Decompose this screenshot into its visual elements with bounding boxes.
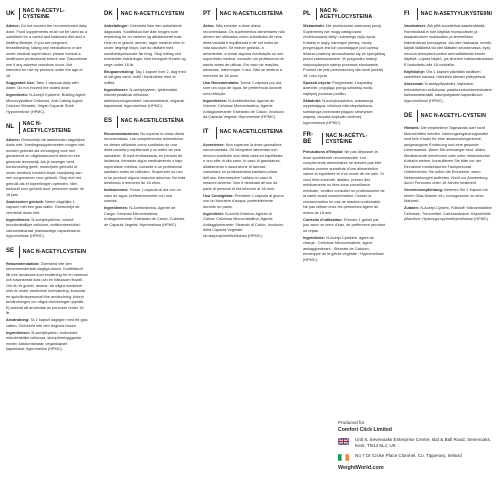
advice-paragraph bbox=[104, 132, 186, 187]
para-text: Prendere 1 capsula al giorno con un bicchiere d'acqua, preferibilmente durante un pasto. bbox=[203, 193, 284, 209]
usage-paragraph bbox=[203, 81, 285, 98]
section-title: NAC N-ACETYL-CYSTEINE bbox=[22, 8, 65, 21]
header-divider bbox=[316, 8, 317, 20]
section-title: NAC N-ACETILCISTEÍNA bbox=[219, 10, 283, 17]
section-title: NAC N-ACETYLCYSTEIN bbox=[120, 10, 185, 17]
section-fr-be bbox=[303, 132, 385, 263]
header-divider bbox=[417, 8, 418, 20]
section-title: NAC N-ACÉTYL-CYSTÉINE bbox=[325, 133, 368, 146]
para-text: N-acetylcystein, bulkmedel: mikrokristallin cellulosa, klumpförebyggande medel: kalciumstearat, vegankapsel: kapselskal: hypromellos (HPMC). bbox=[6, 330, 82, 352]
para-label: Aviso: bbox=[203, 24, 215, 28]
usage-paragraph bbox=[404, 70, 494, 81]
para-label: Uso Recomendado: bbox=[203, 80, 240, 85]
header-divider bbox=[216, 127, 217, 139]
ie-address: No 7 Dr Croke Place Clonmel, Co. Tipperary, Ireland bbox=[355, 453, 462, 458]
para-label: Käyttöohje: bbox=[404, 69, 426, 74]
para-text: N-acetylcysteïne, vulstof: microkristallijne cellulose, antiklontermiddel: calciumstearaat, plantaardige capsulewand: hypromellose (HPMC). bbox=[6, 217, 81, 239]
section-title: NAC N-ACETILCISTEINA bbox=[219, 129, 283, 136]
para-text: Älä ylitä suositeltua saantimäärää. Ravintolisää ei tule käyttää monipuolisen ja tasapainoisen ruokavalion ja terveellisen elämäntavan korvaajana. Jos olet raskaana, imetät, käytät lääkkeitä tai olet lääkärin seurannassa, kysy neuvoa terveydenhuollon ammattilaiselta ennen käyttöä. Lopeta käyttö, jos ilmenee haittavaikutuksia. Ei tarkoitettu alle 18-vuotiaille. bbox=[404, 24, 494, 67]
para-text: Die empfohlene Tagesdosis darf nicht überschritten werden. Nahrungsergänzungsmittel sind kein Ersatz für eine abwechslungsreiche, ausgewogene Ernährung und eine gesunde Lebensweise. Wenn Sie schwanger sind, stillen, Medikamente einnehmen oder unter medizinischer Aufsicht stehen, konsultieren Sie bitte vor der Einnahme medizinisches Fachpersonal. Unterbrechen Sie sofort die Einnahme, wenn Nebenwirkungen auftreten. Nicht zur Anwendung durch Personen unter 18 Jahren bestimmt. bbox=[404, 126, 491, 185]
section-pl bbox=[303, 8, 385, 126]
section-header bbox=[203, 8, 285, 20]
usage-paragraph bbox=[6, 318, 88, 329]
section-uk bbox=[6, 8, 88, 115]
section-title: NAC N-ASETYYLIKYSTEIINI bbox=[420, 10, 492, 17]
para-label: Wskazówki: bbox=[303, 24, 325, 29]
website-link[interactable]: WeightWorld.com bbox=[338, 465, 384, 471]
para-text: N-acetylocysteina, substancja wypełniająca: celuloza mikrokrystaliczna, substancja przeciwzbrylająca: stearynian wapnia, otoczka kapsułki roślinnej: hypromeloza (HPMC). bbox=[303, 98, 374, 125]
column-2 bbox=[104, 4, 186, 234]
para-text: N-Acetilcisteína, Agente de Carga: Celulosa Microcristalina, Antiaglomerante: Estearato de Calcio, Cubierta de Cápsula Vegetal: Hipromelosa (HPMC). bbox=[104, 206, 185, 227]
para-text: Przyjmować 1 kapsułkę dziennie, popijając porcją szklanką wody, najlepiej podczas posiłku. bbox=[303, 80, 374, 96]
language-code: NL bbox=[6, 124, 14, 131]
section-title: NAC N-ACETILCISTEÍNA bbox=[120, 118, 184, 125]
para-text: Tomar 1 cápsula al día con un vaso de agua, preferentemente con una comida. bbox=[104, 188, 181, 203]
uk-address: Unit 8, Sevenoaks Enterprise Centre, Bat & Ball Road, Sevenoaks, Kent, TN14 5LJ, UK bbox=[355, 437, 492, 448]
advice-paragraph bbox=[303, 24, 385, 79]
para-label: Anbefalinger: bbox=[104, 24, 129, 28]
section-header bbox=[203, 127, 285, 139]
para-text: N-acetylcystein, fyldemiddel: mikrokrystallinsk cellulose, antiklumpningsmiddel: calciumstearat, vegansk kapselskal: hypromellose (HPMC). bbox=[104, 87, 185, 108]
advice-paragraph bbox=[203, 143, 285, 193]
section-header bbox=[6, 8, 88, 20]
usage-paragraph bbox=[6, 200, 88, 217]
section-title: NAC N-ACETYLOCYSTEINA bbox=[319, 8, 373, 21]
para-label: Användning: bbox=[6, 318, 30, 323]
ie-address-row bbox=[338, 453, 498, 461]
para-text: Overschrijd de aanbevolen dagelijkse dosis niet. Voedingssupplementen mogen niet worden gebruikt als vervanging voor een gevarieerd en uitgebalanceerd dieet en een gezonde levensstijl. Als je zwanger bent, borstvoeding geeft, medicijnen gebruikt of onder medisch toezicht staat, raadpleeg dan een zorgverlener voor gebruik. Stop met het gebruik als er bijwerkingen optreden. Niet bedoeld voor gebruik door personen onder de 18 jaar. bbox=[6, 137, 85, 197]
para-label: Recomendaciones: bbox=[104, 131, 140, 136]
advice-paragraph bbox=[6, 262, 88, 317]
para-label: Avvertenze: bbox=[203, 142, 225, 147]
para-text: N-Acétyl-Cystéine, agent de charge : Cellulose Microcristalline, agent antiagglomérant : Stéarate de Calcium, enveloppe de la gélule végétale : Hypromellose (HPMC). bbox=[303, 235, 384, 262]
ingredients-paragraph bbox=[203, 99, 285, 121]
section-header bbox=[404, 110, 494, 122]
advice-paragraph bbox=[6, 138, 88, 199]
header-divider bbox=[19, 246, 20, 258]
section-dk bbox=[104, 8, 186, 110]
advice-paragraph bbox=[6, 24, 88, 79]
para-text: Ne pas dépasser la dose quotidienne recommandée. Les compléments alimentaires ne doivent pas être utilisés comme substituts d'une alimentation variée et équilibrée et d'un mode de vie sain. Si vous êtes enceinte, allaitez, prenez des médicaments ou êtes sous surveillance médicale, veuillez consulter un professionnel de la santé avant consommation. Cesser la consommation en cas de réaction indésirable. Ne pas utiliser chez les personnes âgées de moins de 18 ans. bbox=[303, 150, 385, 215]
para-text: N-Acetilcisteína, Agente de Volume: Celulose Microcristalina, Agente Antiaglomerante: Estearato de Cálcio, Invólucro da Cápsula Vegetal: Hipromelose (HPMC). bbox=[203, 98, 285, 119]
para-label: Varoitukset: bbox=[404, 24, 427, 28]
section-title: NAC N-ACETYLCYSTEINE bbox=[22, 121, 71, 134]
advice-paragraph bbox=[303, 150, 385, 216]
ingredients-paragraph bbox=[203, 212, 285, 240]
para-label: Uso Consigliato: bbox=[203, 193, 234, 198]
language-code: ES bbox=[104, 118, 113, 124]
section-pt bbox=[203, 8, 285, 121]
para-label: Ingredientes: bbox=[104, 206, 129, 210]
advice-paragraph bbox=[404, 126, 494, 187]
ingredients-paragraph bbox=[303, 99, 385, 127]
para-text: Nehmen Sie 1 Kapsel mit einem Glas Wasser ein, vorzugsweise zu einer Mahlzeit. bbox=[404, 188, 488, 203]
para-text: Överskrid inte den rekommenderade dagliga dosen. Kosttillskott får inte användas som ersättning för en varierad och balanserad kost och en hälsosam livsstil. Om du är gravid, ammar, tar några mediciner eller är under medicinsk övervakning, konsulta en sjukvårdspersonal före användning. Avbryt användningen om några biverkningar uppstår. Ej avsedd att användas av personer under 18 år. bbox=[6, 261, 88, 316]
section-header bbox=[104, 116, 186, 128]
para-label: Rekommendation: bbox=[6, 261, 40, 266]
para-text: N-Acetyl-Cystein, Füllstoff: Mikrokristalline Cellulose, Trennmittel: Calciumstearat, Kapselhülle pflanzlich: Hydroxypropylmethylcellulose (HPMC). bbox=[404, 206, 492, 221]
usage-paragraph bbox=[303, 218, 385, 235]
header-divider bbox=[322, 133, 323, 145]
section-header bbox=[303, 132, 385, 146]
header-divider bbox=[216, 8, 217, 20]
para-text: Non superare la dose giornaliera raccomandata. Gli integratori alimentari non devono sostituire una dieta varia ed equilibrata e uno stile di vita sano. In caso di gravidanza, allattamento o assunzione di farmaci, consultare un professionista sanitario prima dell'uso. Interrompere l'utilizzo in caso di reazioni avverse. Non è destinato all'uso da parte di persone di età inferiore ai 18 anni. bbox=[203, 142, 283, 191]
para-text: Nie przekraczać zalecanej porcji. Suplementy nie mogą zastępować zróżnicowanej diety i zdrowego stylu życia. Kobiety w ciąży, karmiące piersią, osoby przyjmujące leki lub pozostające pod opieką lekarza powinny skonsultować się ze specjalistą przed zastosowaniem. W przypadku reakcji niepożądanych należy przerwać stosowanie. Produkt nie jest przeznaczony dla osób poniżej 18. roku życia. bbox=[303, 24, 385, 78]
para-label: Ingredientes: bbox=[203, 98, 228, 103]
section-de bbox=[404, 110, 494, 223]
section-es bbox=[104, 116, 186, 229]
para-text: No superar la dosis diaria recomendada. Los complementos alimenticios no deben utilizarse como sustitutos de una dieta variada y equilibrada y un estilo de vida saludable. Si está embarazada, en periodo de lactancia, tomando algún medicamento o bajo supervisión médica, consulte a un profesional sanitario antes de utilizarlo. Suspender su uso si se produce alguna reacción adversa. No está destinado a menores de 18 años. bbox=[104, 131, 186, 185]
para-label: Hinweis: bbox=[404, 126, 420, 130]
para-text: N-Acetil-Cisteina, Agente di Carica: Cellulosa Microcristallina, Agente Antiagglomerante: Stearato di Calcio, Involucro della Capsula Vegetale: Idrossipropilmetilcellulosa (HPMC). bbox=[203, 211, 284, 238]
para-label: Verzehrsempfehlung: bbox=[404, 188, 444, 192]
usage-paragraph bbox=[404, 188, 494, 205]
section-header bbox=[404, 8, 494, 20]
para-text: Prendre 1 gélule par jour avec un verre d'eau, de préférence pendant un repas. bbox=[303, 217, 385, 233]
language-code: DK bbox=[104, 10, 113, 17]
usage-paragraph bbox=[6, 81, 88, 92]
section-header bbox=[6, 246, 88, 258]
section-fi bbox=[404, 8, 494, 104]
para-text: Ota 1 kapseli päivittäin lasillisen vedellisen kanssa, mieluiten aterian yhteydessä. bbox=[404, 69, 487, 79]
section-title: NAC N-ACETYLCYSTEIN bbox=[22, 248, 87, 255]
para-label: Indicaciones: bbox=[104, 188, 129, 192]
column-5 bbox=[404, 4, 494, 229]
para-label: Advies: bbox=[6, 137, 20, 142]
para-text: Neem dagelijks 1 capsule met een glas water. Overschrijd de vermelde dosis niet. bbox=[6, 199, 80, 215]
header-divider bbox=[19, 122, 20, 134]
advice-paragraph bbox=[104, 24, 186, 68]
para-label: Précautions d'Emploi: bbox=[303, 150, 344, 155]
language-code: PL bbox=[303, 10, 311, 17]
language-code: DE bbox=[404, 112, 413, 119]
header-divider bbox=[19, 8, 20, 20]
produced-for-label: Produced for bbox=[338, 420, 365, 425]
ingredients-paragraph bbox=[6, 331, 88, 353]
advice-paragraph bbox=[203, 24, 285, 79]
column-3 bbox=[203, 4, 285, 245]
ingredients-paragraph bbox=[104, 88, 186, 110]
usage-paragraph bbox=[303, 81, 385, 98]
para-label: Conseils d'utilisation: bbox=[303, 217, 343, 222]
para-label: Ainesosat: bbox=[404, 82, 424, 86]
para-text: Ta 1 kapsel dagligen med ett glas vatten. Överskrid inte den angivna dosen. bbox=[6, 318, 88, 328]
usage-paragraph bbox=[104, 188, 186, 205]
language-code: PT bbox=[203, 10, 211, 17]
para-text: Take 1 capsual daily with water. Do not exceed the stated dose. bbox=[6, 80, 79, 91]
para-label: Ingredienti: bbox=[203, 211, 224, 216]
company-name: Comfort Click Limited bbox=[338, 427, 392, 433]
para-label: Ingredienser: bbox=[104, 87, 129, 92]
ingredients-paragraph bbox=[6, 93, 88, 115]
para-label: Ingredienser: bbox=[6, 330, 31, 335]
column-4 bbox=[303, 4, 385, 269]
manufacturer-footer bbox=[338, 420, 498, 471]
para-label: Ingrédients: bbox=[303, 235, 325, 240]
section-title: NAC N-ACETYL-CYSTEIN bbox=[420, 112, 486, 119]
para-label: Składniki: bbox=[303, 98, 322, 103]
language-code: FI bbox=[404, 10, 410, 17]
uk-address-row bbox=[338, 437, 498, 449]
section-header bbox=[104, 8, 186, 20]
ireland-flag-icon bbox=[338, 454, 349, 461]
uk-flag-icon bbox=[338, 438, 349, 445]
para-label: Zutaten: bbox=[404, 206, 420, 210]
para-text: Tag 1 kapsel hver 2. dag med et lidt glas vand. Indtil i forbindelse med et måltid. bbox=[104, 69, 186, 85]
para-text: Não exceder a dose diária recomendada. Os suplementos alimentares não devem ser utilizados como substitutos de uma dieta variada e equilibrada e de um estilo de vida saudável. Se estiver grávida, a amamentar, a tomar alguma medicação ou sob supervisão médica, consulte um profissional de saúde antes de utilizar. Em caso de reações adversas, interromper o uso. Não se destina a menores de 18 anos. bbox=[203, 24, 285, 78]
language-code: IT bbox=[203, 129, 209, 135]
para-text: Tomar 1 cápsula por dia com um copo de água, de preferência durante uma refeição. bbox=[203, 80, 282, 96]
section-it bbox=[203, 127, 285, 240]
header-divider bbox=[117, 116, 118, 128]
para-text: N-asetyylikysteiini, täyteaine: mikrokiteinen selluloosa, paakkuuntumisenestoaine: kalsiumstearaatti, kasvipohjainen kapselikuori: hypromelloosi (HPMC). bbox=[404, 82, 493, 103]
para-text: Overskrid ikke den anbefalede dagsdosis. Kosttilskud bør ikke bruges som erstatning for en varieret og afbalanceret kost. Hvis du er gravid, ammer, tager medicin eller er under lægeligt tilsyn, bør du rådføre med sundhedspersonale før brug. Stop indtag ved eventuelle bivirkninger. Ikke beregnet til børn og unge under 18 år. bbox=[104, 24, 186, 67]
ingredients-paragraph bbox=[303, 236, 385, 264]
header-divider bbox=[417, 110, 418, 122]
advice-paragraph bbox=[404, 24, 494, 68]
para-label: Sposób użycia: bbox=[303, 80, 332, 85]
ingredients-paragraph bbox=[104, 206, 186, 228]
section-nl bbox=[6, 121, 88, 239]
language-code: FR-BE bbox=[303, 132, 313, 146]
para-label: Advice: bbox=[6, 24, 20, 29]
para-label: Ingredients: bbox=[6, 93, 28, 98]
section-header bbox=[6, 121, 88, 133]
ingredients-paragraph bbox=[404, 206, 494, 223]
language-code: SE bbox=[6, 248, 15, 255]
para-text: Do not exceed the recommended daily dose. Food supplements must not be used as a substitute for a varied and balanced diet and a healthy lifestyle. If you are pregnant, breastfeeding, taking any medications or are under medical supervision, please consult a healthcare professional before use. Discontinue use if any adverse reactions occur. Not intended for use by persons under the age of 18. bbox=[6, 24, 88, 78]
para-label: Brugsanvisning: bbox=[104, 69, 135, 74]
para-text: N-Acetyl Cysteine, Bulking Agent: Microcrystalline Cellulose, Anti-Caking Agent: Calcium Stearate, Vegan Capsule Shell: Hypromellose (HPMC). bbox=[6, 93, 87, 114]
section-se bbox=[6, 246, 88, 353]
ingredients-paragraph bbox=[404, 82, 494, 104]
para-label: Aanbevolen gebruik: bbox=[6, 199, 45, 204]
usage-paragraph bbox=[104, 70, 186, 87]
column-1 bbox=[6, 4, 88, 359]
header-divider bbox=[117, 8, 118, 20]
para-label: Suggested Use: bbox=[6, 80, 36, 85]
usage-paragraph bbox=[203, 194, 285, 211]
para-label: Ingrediënten: bbox=[6, 217, 31, 222]
ingredients-paragraph bbox=[6, 218, 88, 240]
language-code: UK bbox=[6, 10, 15, 17]
section-header bbox=[303, 8, 385, 20]
